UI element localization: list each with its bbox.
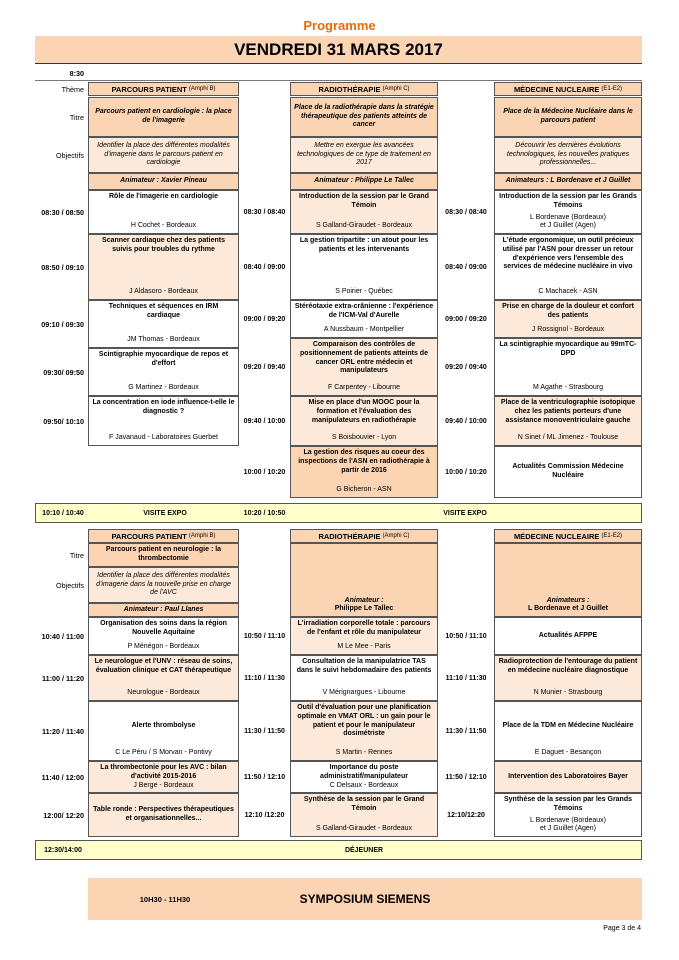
session-time: 08:40 / 09:00 [243,263,286,271]
start-time: 8:30 [69,68,84,78]
track-animator: Animateur : Paul Llanes [88,603,239,617]
programme-label: Programme [303,18,376,33]
session-time: 09:20 / 09:40 [243,363,286,371]
session-cell: Importance du poste administratif/manipulateur C Delsaux - Bordeaux [290,761,438,793]
break-label: VISITE EXPO [143,509,187,517]
session-cell: Consultation de la manipulatrice TAS dans le suivi hebdomadaire des patients V Mérignargues - Libourne [290,655,438,701]
session-time: 09:30/ 09:50 [43,367,84,377]
session-time: 08:30 / 08:50 [41,207,84,217]
lunch-time: 12:30/14:00 [44,846,82,854]
session-cell: La gestion tripartite : un atout pour les patients et les intervenants S Poirier - Québec [290,234,438,300]
session-time: 10:50 / 11:10 [445,632,487,640]
session-cell: Table ronde : Perspectives thérapeutiques et organisationnelles... [88,793,239,837]
session-time: 11:20 / 11:40 [42,726,84,736]
session-time: 10:50 / 11:10 [243,632,286,640]
session-cell: Intervention des Laboratoires Bayer [494,761,642,793]
titre-label: Titre [69,112,84,122]
session-cell: Scintigraphie myocardique de repos et d'effort G Martinez - Bordeaux [88,348,239,396]
session-time: 11:30 / 11:50 [445,727,487,735]
session-time: 11:10 / 11:30 [445,674,487,682]
session-time: 11:10 / 11:30 [244,674,285,682]
session-cell: Actualités AFPPE [494,617,642,655]
session-time: 11:30 / 11:50 [244,727,285,735]
session-cell: Scanner cardiaque chez des patients suivis pour troubles du rythme J Aldasoro - Bordeaux [88,234,239,300]
session-cell: Actualités Commission Médecine Nucléaire [494,446,642,498]
track-radiotherapie: RADIOTHÉRAPIE (Amphi C) [290,529,438,543]
session-cell: La scintigraphie myocardique au 99mTC-DPD M Agathe - Strasbourg [494,338,642,396]
symposium-time: 10H30 - 11H30 [139,894,191,904]
session-time: 10:00 / 10:20 [243,468,286,476]
session-time: 11:50 / 12:10 [445,773,487,781]
page-number: Page 3 de 4 [603,925,641,932]
track-title: Parcours patient en cardiologie : la place de l'imagerie [88,97,239,137]
break-label: VISITE EXPO [443,509,487,517]
track-objectives: Découvrir les dernières évolutions technologiques, les nouvelles pratiques professionnelles... [494,137,642,173]
session-time: 08:40 / 09:00 [445,263,487,271]
session-time: 09:40 / 10:00 [243,417,286,425]
session-cell: Synthèse de la session par les Grands Témoins L Bordenave (Bordeaux) et J Guillet (Agen) [494,793,642,837]
break-time: 10:10 / 10:40 [42,509,84,517]
session-cell: Le neurologue et l'UNV : réseau de soins, évaluation clinique et CAT thérapeutique Neurologue - Bordeaux [88,655,239,701]
session-time: 11:50 / 12:10 [243,773,286,781]
track-animator: Animateur : Philippe Le Tallec [290,543,438,617]
session-cell: L'étude ergonomique, un outil précieux utilisé par l'ASN pour dresser un retour d'expérience vers l'ensemble des services de médecine nucléaire in vivo C Machacek - ASN [494,234,642,300]
divider [35,80,642,81]
session-cell: Outil d'évaluation pour une planification optimale en VMAT ORL : un gain pour le patient et pour le manipulateur dosimétriste S Martin - Rennes [290,701,438,761]
track-animator: Animateur : Xavier Pineau [88,173,239,190]
session-cell: Alerte thrombolyse C Le Péru / S Morvan - Pontivy [88,701,239,761]
symposium-title: SYMPOSIUM SIEMENS [299,892,431,906]
titre-label: Titre [69,550,84,560]
session-time: 11:00 / 11:20 [42,673,84,683]
track-objectives: Mettre en exergue les avancées technologiques de ce type de traitement en 2017 [290,137,438,173]
session-time: 10:00 / 10:20 [445,468,487,476]
session-cell: Techniques et séquences en IRM cardiaque JM Thomas - Bordeaux [88,300,239,348]
session-cell: La concentration en iode influence-t-elle le diagnostic ? F Javanaud - Laboratoires Guerbet [88,396,239,446]
track-animator: Animateurs : L Bordenave et J Guillet [494,173,642,190]
objectifs-label: Objectifs [56,150,84,160]
track-medecine-nucleaire: MÉDECINE NUCLEAIRE (E1-E2) [494,82,642,96]
day-banner: VENDREDI 31 MARS 2017 [35,36,642,64]
session-time: 09:20 / 09:40 [445,363,487,371]
session-cell: Synthèse de la session par le Grand Témoin S Galland-Giraudet - Bordeaux [290,793,438,837]
session-time: 11:40 / 12:00 [41,772,84,782]
session-cell: Radioprotection de l'entourage du patient en médecine nucléaire diagnostique N Munier - Strasbourg [494,655,642,701]
session-cell: Comparaison des contrôles de positionnement de patients atteints de cancer ORL entre médecin et manipulateurs F Carpentey - Libourne [290,338,438,396]
track-radiotherapie: RADIOTHÉRAPIE (Amphi C) [290,82,438,96]
session-cell: Introduction de la session par le Grand Témoin S Galland-Giraudet - Bordeaux [290,190,438,234]
session-time: 08:30 / 08:40 [445,208,487,216]
session-cell: Place de la TDM en Médecine Nucléaire E Daguet - Besançon [494,701,642,761]
track-medecine-nucleaire: MÉDECINE NUCLEAIRE (E1-E2) [494,529,642,543]
session-time: 12:00/ 12:20 [43,810,84,820]
session-time: 09:50/ 10:10 [43,416,84,426]
theme-label: Thème [61,84,84,94]
track-objectives: Identifier la place des différentes modalités d'imagerie dans la nouvelle prise en charge de l'AVC [88,567,239,603]
objectifs-label: Objectifs [56,580,84,590]
session-cell: La gestion des risques au coeur des inspections de l'ASN en radiothérapie à partir de 2016 G Bicheron - ASN [290,446,438,498]
break-time: 10:20 / 10:50 [243,509,286,517]
session-cell: Stéréotaxie extra-crânienne : l'expérience de l'ICM-Val d'Aurelle A Nussbaum - Montpellier [290,300,438,338]
session-cell: La thrombectonie pour les AVC : bilan d'activité 2015-2016 J Berge - Bordeaux [88,761,239,793]
session-time: 12:10/12:20 [447,811,485,819]
session-time: 09:00 / 09:20 [445,315,487,323]
session-cell: Rôle de l'imagerie en cardiologie H Cochet - Bordeaux [88,190,239,234]
session-time: 09:40 / 10:00 [445,417,487,425]
session-cell: L'irradiation corporelle totale : parcours de l'enfant et rôle du manipulateur M Le Mee - Paris [290,617,438,655]
session-cell: Place de la ventriculographie isotopique chez les patients porteurs d'une assistance monoventriculaire gauche N Sinet / ML Jimenez - Toulouse [494,396,642,446]
session-cell: Prise en charge de la douleur et confort des patients J Rossignol - Bordeaux [494,300,642,338]
session-time: 10:40 / 11:00 [41,631,84,641]
session-time: 08:50 / 09:10 [41,262,84,272]
session-time: 08:30 / 08:40 [243,208,286,216]
track-parcours-patient: PARCOURS PATIENT (Amphi B) [88,529,239,543]
track-objectives: Identifier la place des différentes modalités d'imagerie dans le parcours patient en cardiologie [88,137,239,173]
track-animator: Animateurs : L Bordenave et J Guillet [494,543,642,617]
track-parcours-patient: PARCOURS PATIENT (Amphi B) [88,82,239,96]
session-time: 09:10 / 09:30 [41,319,84,329]
track-animator: Animateur : Philippe Le Tallec [290,173,438,190]
lunch-label: DÉJEUNER [344,846,384,854]
session-time: 12:10 /12:20 [244,811,285,819]
track-title: Place de la radiothérapie dans la stratégie thérapeutique des patients atteints de cancer [290,97,438,137]
session-cell: Introduction de la session par les Grands Témoins L Bordenave (Bordeaux) et J Guillet (Agen) [494,190,642,234]
track-title: Parcours patient en neurologie : la thrombectomie [88,543,239,567]
session-cell: Mise en place d'un MOOC pour la formation et l'évaluation des manipulateurs en radiothérapie S Boisbouvier - Lyon [290,396,438,446]
session-time: 09:00 / 09:20 [243,315,286,323]
session-cell: Organisation des soins dans la région Nouvelle Aquitaine P Ménégon - Bordeaux [88,617,239,655]
track-title: Place de la Médecine Nucléaire dans le parcours patient [494,97,642,137]
